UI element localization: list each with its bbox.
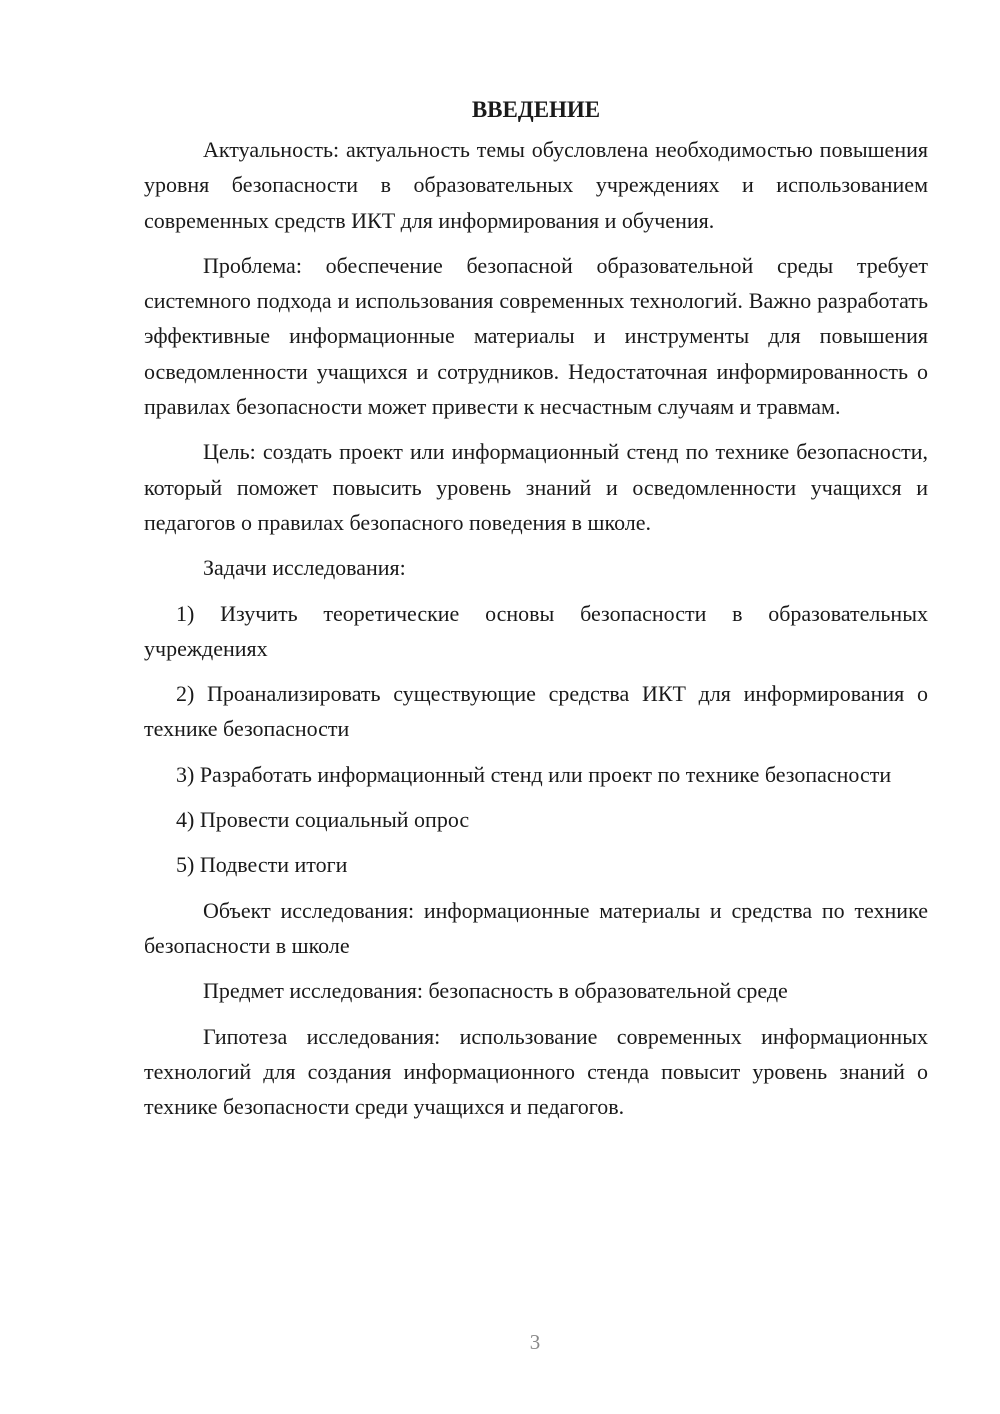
problem-paragraph: Проблема: обеспечение безопасной образовательной среды требует системного подхода и использования современных технологий. Важно разработать эффективные информационные материалы и инструменты для повышения осведомленности учащихся и сотрудников. Недостаточная информированность о правилах безопасности может привести к несчастным случаям и травмам. [144, 252, 928, 420]
task-item-3: 3) Разработать информационный стенд или проект по технике безопасности [176, 761, 892, 787]
task-item-4: 4) Провести социальный опрос [176, 807, 470, 833]
page-title: ВВЕДЕНИЕ [471, 97, 601, 122]
subject-paragraph: Предмет исследования: безопасность в образовательной среде [203, 978, 788, 1004]
hypothesis-paragraph: Гипотеза исследования: использование современных информационных технологий для создания информационного стенда повысит уровень знаний о технике безопасности среди учащихся и педагогов. [144, 1023, 928, 1120]
task-item-1: 1) Изучить теоретические основы безопасности в образовательных учреждениях [144, 600, 928, 661]
task-item-5: 5) Подвести итоги [176, 852, 348, 878]
object-paragraph: Объект исследования: информационные материалы и средства по технике безопасности в школе [144, 897, 928, 958]
page-number: 3 [529, 1330, 541, 1354]
relevance-paragraph: Актуальность: актуальность темы обусловлена необходимостью повышения уровня безопасности в образовательных учреждениях и использованием современных средств ИКТ для информирования и обучения. [144, 137, 928, 233]
task-item-2: 2) Проанализировать существующие средства ИКТ для информирования о технике безопасности [144, 681, 928, 742]
goal-paragraph: Цель: создать проект или информационный стенд по технике безопасности, который поможет повысить уровень знаний и осведомленности учащихся и педагогов о правилах безопасного поведения в школе. [144, 439, 928, 535]
document-page [144, 92, 928, 1134]
tasks-heading: Задачи исследования: [203, 555, 406, 581]
